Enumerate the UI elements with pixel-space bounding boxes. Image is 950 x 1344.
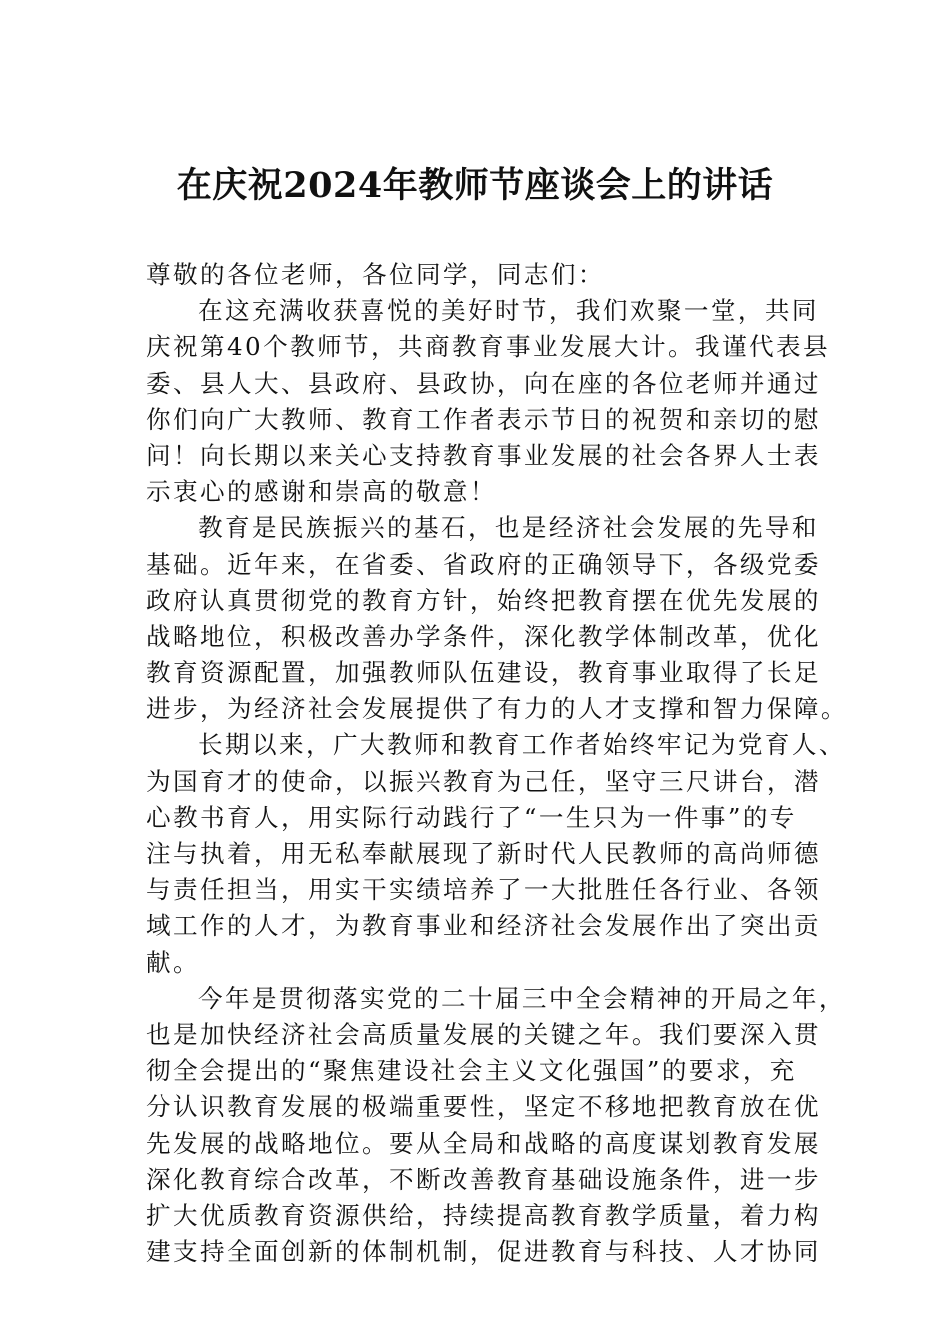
paragraph-line: 你们向广大教师、教育工作者表示节日的祝贺和亲切的慰	[146, 404, 821, 434]
paragraph-line: 在这充满收获喜悦的美好时节，我们欢聚一堂，共同	[198, 296, 819, 326]
paragraph-line: 献。	[146, 947, 200, 977]
paragraph-line: 庆祝第40个教师节，共商教育事业发展大计。我谨代表县	[146, 332, 830, 362]
paragraph-line: 分认识教育发展的极端重要性，坚定不移地把教育放在优	[146, 1092, 821, 1122]
paragraph-line: 长期以来，广大教师和教育工作者始终牢记为党育人、	[198, 730, 846, 760]
paragraph-line: 心教书育人，用实际行动践行了“一生只为一件事”的专	[146, 802, 797, 832]
paragraph-line: 彻全会提出的“聚焦建设社会主义文化强国”的要求，充	[146, 1056, 797, 1086]
paragraph-line: 战略地位，积极改善办学条件，深化教学体制改革，优化	[146, 621, 821, 651]
paragraph-line: 教育资源配置，加强教师队伍建设，教育事业取得了长足	[146, 658, 821, 688]
document-body	[146, 257, 848, 1270]
paragraph-line: 政府认真贯彻党的教育方针，始终把教育摆在优先发展的	[146, 585, 821, 615]
paragraph-line: 委、县人大、县政府、县政协，向在座的各位老师并通过	[146, 368, 821, 398]
paragraph-line: 建支持全面创新的体制机制，促进教育与科技、人才协同	[146, 1237, 821, 1267]
paragraph-line: 基础。近年来，在省委、省政府的正确领导下，各级党委	[146, 549, 821, 579]
greeting-line: 尊敬的各位老师，各位同学，同志们：	[146, 260, 605, 289]
paragraph-line: 教育是民族振兴的基石，也是经济社会发展的先导和	[198, 513, 819, 543]
paragraph-line: 注与执着，用无私奉献展现了新时代人民教师的高尚师德	[146, 839, 821, 868]
paragraph-line: 先发展的战略地位。要从全局和战略的高度谋划教育发展	[146, 1128, 821, 1158]
paragraph-3	[146, 727, 846, 980]
paragraph-line: 问！向长期以来关心支持教育事业发展的社会各界人士表	[146, 440, 821, 470]
paragraph-line: 今年是贯彻落实党的二十届三中全会精神的开局之年，	[198, 983, 846, 1013]
paragraph-line: 深化教育综合改革，不断改善教育基础设施条件，进一步	[146, 1164, 821, 1194]
paragraph-line: 示衷心的感谢和崇高的敬意！	[146, 477, 497, 507]
paragraph-line: 扩大优质教育资源供给，持续提高教育教学质量，着力构	[146, 1200, 821, 1230]
paragraph-line: 也是加快经济社会高质量发展的关键之年。我们要深入贯	[146, 1019, 821, 1049]
paragraph-2	[146, 510, 848, 727]
paragraph-line: 与责任担当，用实干实绩培养了一大批胜任各行业、各领	[146, 875, 821, 905]
document-title: 在庆祝2024年教师节座谈会上的讲话	[176, 165, 774, 206]
paragraph-1	[146, 293, 830, 510]
paragraph-4	[146, 981, 846, 1271]
paragraph-line: 进步，为经济社会发展提供了有力的人才支撑和智力保障。	[146, 694, 848, 724]
paragraph-line: 为国育才的使命，以振兴教育为己任，坚守三尺讲台，潜	[146, 766, 821, 796]
paragraph-line: 域工作的人才，为教育事业和经济社会发展作出了突出贡	[146, 911, 821, 941]
